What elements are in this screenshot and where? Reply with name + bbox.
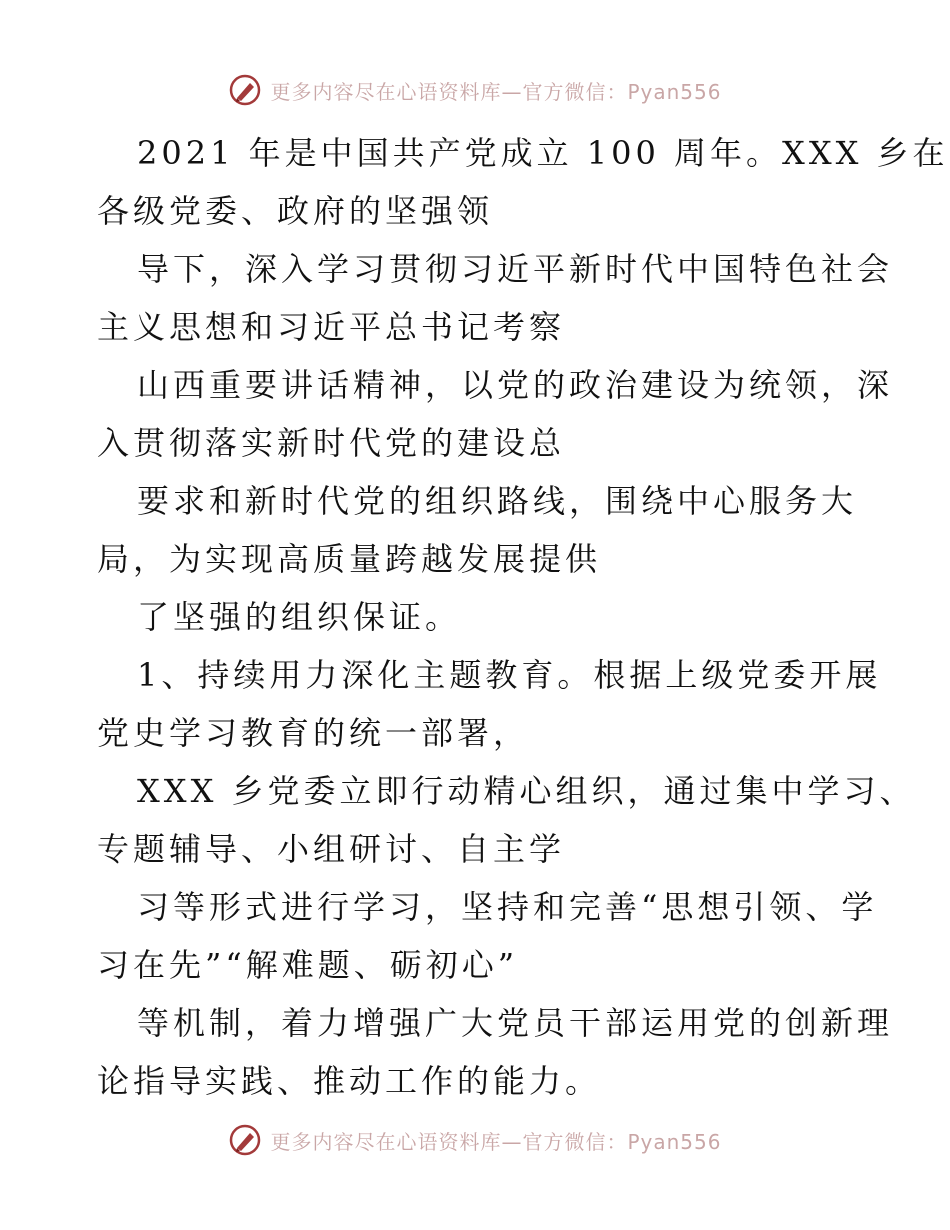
text-line: 习等形式进行学习，坚持和完善“思想引领、学 <box>137 888 878 926</box>
pen-logo-icon <box>228 1123 262 1157</box>
text-line: 主义思想和习近平总书记考察 <box>97 308 566 346</box>
header-watermark-banner <box>0 70 950 110</box>
text-line: 等机制，着力增强广大党员干部运用党的创新理 <box>137 1004 894 1042</box>
text-line: 各级党委、政府的坚强领 <box>97 192 494 230</box>
document-body <box>97 124 949 1110</box>
text-line: 山西重要讲话精神，以党的政治建设为统领，深 <box>137 366 894 404</box>
watermark-text: 更多内容尽在心语资料库—官方微信：Pyan556 <box>270 1129 722 1154</box>
text-line: XXX 乡党委立即行动精心组织，通过集中学习、 <box>137 772 916 810</box>
pen-logo-icon <box>228 73 262 107</box>
footer-watermark-banner <box>0 1120 950 1160</box>
text-line: 入贯彻落实新时代党的建设总 <box>97 424 566 462</box>
text-line: 局，为实现高质量跨越发展提供 <box>97 540 602 578</box>
text-line: 了坚强的组织保证。 <box>137 598 462 636</box>
watermark-text: 更多内容尽在心语资料库—官方微信：Pyan556 <box>270 79 722 104</box>
text-line: 专题辅导、小组研讨、自主学 <box>97 830 566 868</box>
text-line: 论指导实践、推动工作的能力。 <box>97 1062 602 1100</box>
text-line: 习在先”“解难题、砺初心” <box>97 946 519 984</box>
text-line: 党史学习教育的统一部署， <box>97 714 530 752</box>
text-line: 1、持续用力深化主题教育。根据上级党委开展 <box>137 656 882 694</box>
text-line: 导下，深入学习贯彻习近平新时代中国特色社会 <box>137 250 894 288</box>
text-line: 2021 年是中国共产党成立 100 周年。XXX 乡在 <box>137 134 949 172</box>
text-line: 要求和新时代党的组织路线，围绕中心服务大 <box>137 482 858 520</box>
